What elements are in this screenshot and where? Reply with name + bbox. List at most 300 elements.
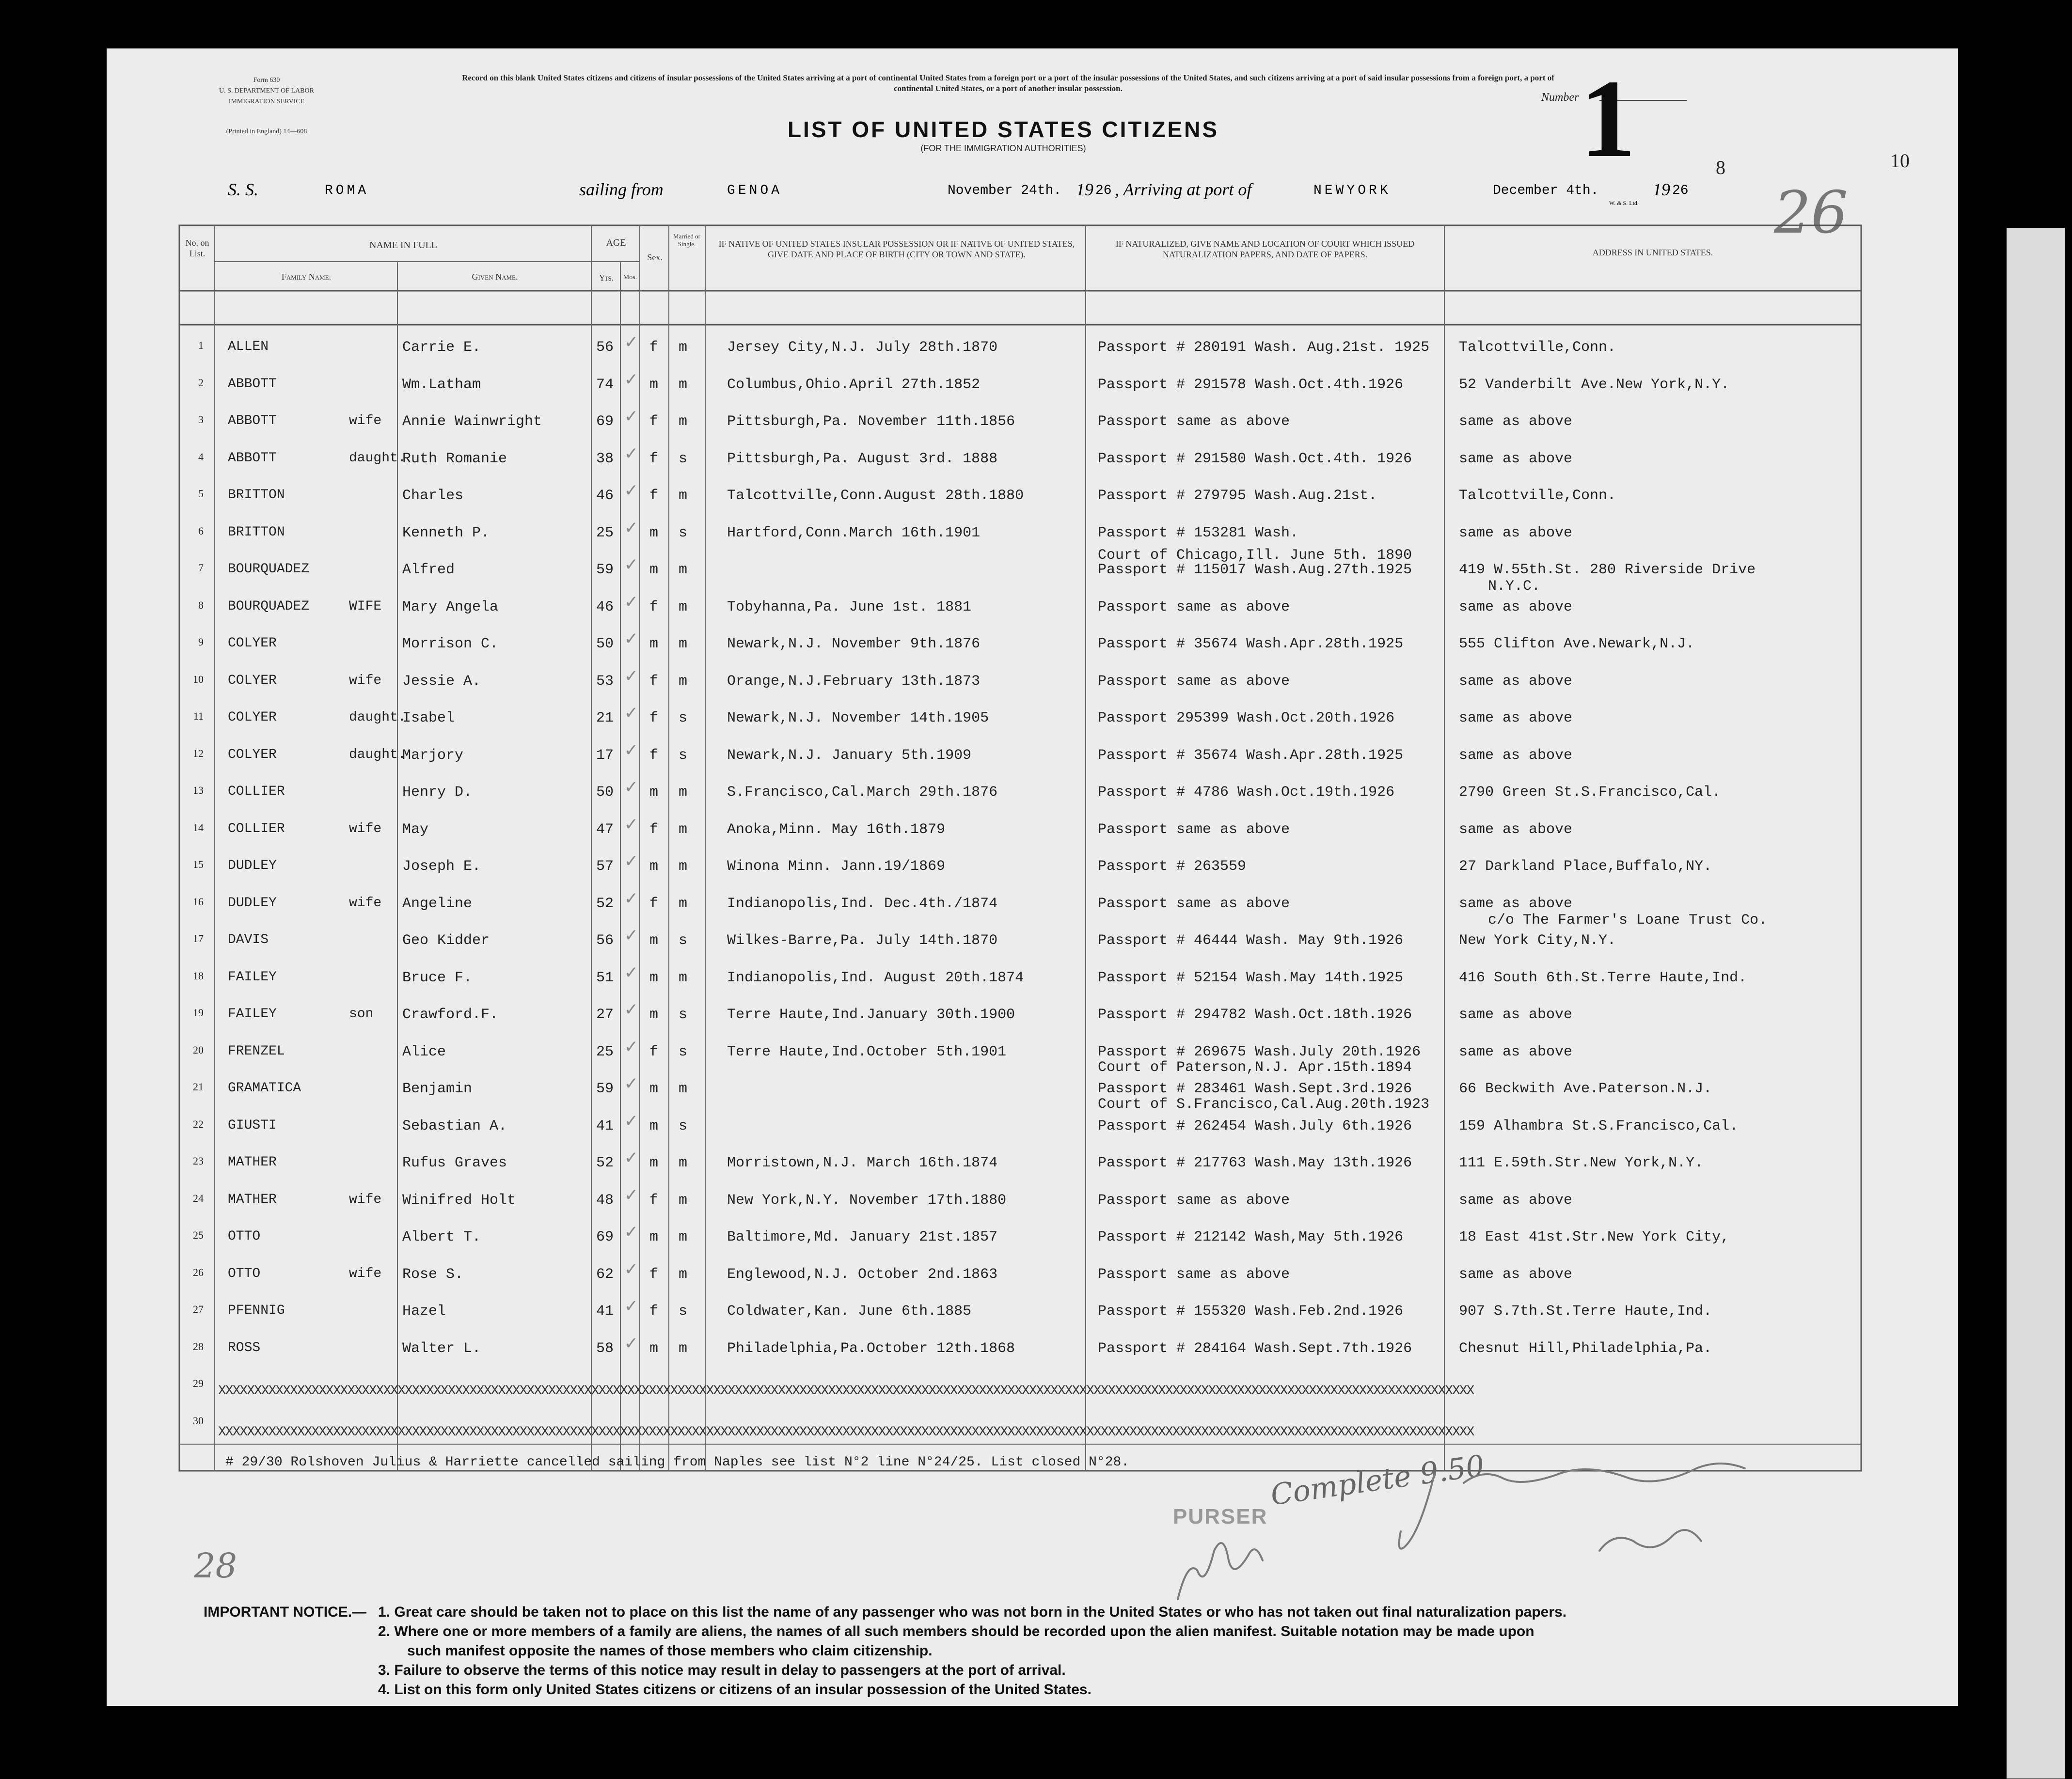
col-birth: IF NATIVE OF UNITED STATES INSULAR POSSESSION OR IF NATIVE OF UNITED STATES, GIVE DATE AND PLACE OF BIRTH (CITY OR TOWN AND STATE). [718,239,1075,259]
row-number: 2 [198,376,204,389]
check-mark-icon: ✓ [625,518,637,540]
birth-info: Pittsburgh,Pa. November 11th.1856 [727,413,1015,430]
naturalization-papers: Passport # 263559 [1098,858,1247,875]
birth-info: Jersey City,N.J. July 28th.1870 [727,339,998,356]
age-years: 58 [596,1340,614,1357]
sex: f [649,339,659,356]
check-mark-icon: ✓ [625,777,637,799]
relationship: daught. [349,747,406,762]
age-years: 47 [596,821,614,838]
us-address: 159 Alhambra St.S.Francisco,Cal. [1459,1118,1739,1134]
naturalization-papers: Passport same as above [1098,673,1290,690]
col-sex: Sex. [647,252,663,262]
marital-status: m [679,1266,688,1283]
us-address: same as above [1459,524,1573,541]
sex: m [649,1340,659,1357]
us-address: 111 E.59th.Str.New York,N.Y. [1459,1155,1704,1171]
check-mark-icon: ✓ [625,1037,637,1059]
family-name: BRITTON [228,524,285,540]
row-number: 10 [193,673,204,685]
us-address: same as above [1459,710,1573,726]
marital-status: s [679,1043,688,1060]
sex: f [649,1192,659,1209]
sex: f [649,821,659,838]
family-name: MATHER [228,1155,277,1170]
us-address: 416 South 6th.St.Terre Haute,Ind. [1459,969,1747,986]
birth-info: Baltimore,Md. January 21st.1857 [727,1229,998,1245]
naturalization-papers: Passport # 35674 Wash.Apr.28th.1925 [1098,747,1404,764]
date-from: November 24th. [948,183,1062,198]
naturalization-papers: Passport # 291578 Wash.Oct.4th.1926 [1098,376,1404,393]
given-name: Morrison C. [402,636,499,652]
sex: m [649,969,659,986]
birth-info: Terre Haute,Ind.October 5th.1901 [727,1043,1007,1060]
date-to: December 4th. [1493,183,1599,198]
sex: m [649,636,659,652]
age-years: 27 [596,1007,614,1023]
given-name: Rose S. [402,1266,464,1283]
sex: m [649,524,659,541]
naturalization-papers: Passport # 280191 Wash. Aug.21st. 1925 [1098,339,1430,356]
row-number: 21 [193,1081,204,1093]
marital-status: m [679,1340,688,1357]
relationship: daught. [349,450,406,466]
family-name: COLLIER [228,784,285,799]
margin-right-number: 10 [1890,150,1910,172]
printed-note: (Printed in England) 14—608 [226,128,307,135]
birth-info: Newark,N.J. January 5th.1909 [727,747,972,764]
relationship: son [349,1007,374,1022]
row-number: 28 [193,1340,204,1353]
marital-status: m [679,1229,688,1245]
given-name: May [402,821,429,838]
family-name: COLLIER [228,821,285,836]
sex: m [649,1081,659,1097]
printer-mark: W. & S. Ltd. [1609,200,1639,206]
given-name: Annie Wainwright [402,413,542,430]
check-mark-icon: ✓ [625,369,637,392]
check-mark-icon: ✓ [625,851,637,873]
sex: f [649,1303,659,1320]
signature-complete: Complete 9.50 [1268,1448,1487,1512]
port-to: NEWYORK [1313,183,1391,198]
row-number: 24 [193,1192,204,1204]
given-name: Charles [402,488,464,504]
row-number: 9 [198,636,204,648]
sex: f [649,895,659,912]
naturalization-papers: Passport 295399 Wash.Oct.20th.1926 [1098,710,1395,726]
family-name: COLYER [228,747,277,762]
check-mark-icon: ✓ [625,814,637,836]
us-address: same as above [1459,673,1573,690]
row-number: 16 [193,895,204,908]
row-number: 11 [193,710,204,722]
age-years: 46 [596,598,614,615]
table-grid [107,48,1958,1512]
year-prefix-from: 19 [1076,180,1093,199]
age-years: 38 [596,450,614,467]
us-address: 18 East 41st.Str.New York City, [1459,1229,1730,1245]
row-number: 19 [193,1007,204,1019]
family-name: ABBOTT [228,450,277,466]
us-address: same as above [1459,895,1573,912]
row-number: 22 [193,1118,204,1130]
service: IMMIGRATION SERVICE [228,98,305,105]
age-years: 69 [596,1229,614,1245]
age-years: 50 [596,784,614,801]
relationship: wife [349,1192,382,1207]
age-years: 51 [596,969,614,986]
age-years: 25 [596,524,614,541]
birth-info: Orange,N.J.February 13th.1873 [727,673,981,690]
row-number: 29 [193,1377,204,1389]
family-name: BOURQUADEZ [228,562,310,577]
family-name: COLYER [228,710,277,725]
family-name: FAILEY [228,1007,277,1022]
age-years: 50 [596,636,614,652]
birth-info: Englewood,N.J. October 2nd.1863 [727,1266,998,1283]
purser-stamp: PURSER [1173,1505,1268,1528]
naturalization-papers: Passport same as above [1098,1266,1290,1283]
check-mark-icon: ✓ [625,1148,637,1170]
sex: m [649,1229,659,1245]
check-mark-icon: ✓ [625,1222,637,1244]
age-years: 48 [596,1192,614,1209]
naturalization-papers: Passport same as above [1098,413,1290,430]
given-name: Carrie E. [402,339,481,356]
us-address: Talcottville,Conn. [1459,488,1616,504]
row-number: 17 [193,932,204,945]
cancelled-row-30: XXXXXXXXXXXXXXXXXXXXXXXXXXXXXXXXXXXXXXXXXXXXXXXXXXXXXXXXXXXXXXXXXXXXXXXXXXXXXXXXXXXXXXXXXXXXXXXXXXXXXXXXXXXXXXXXXXXXXXXXXXXXXXXXXXXXXXXXXXXXXXXXXXXXXXXXXXXXXXXXXXXXXXXXXXXXXXX [218,1425,1474,1440]
birth-info: New York,N.Y. November 17th.1880 [727,1192,1007,1209]
marital-status: m [679,413,688,430]
sex: f [649,598,659,615]
relationship: WIFE [349,598,382,614]
naturalization-papers: Passport # 291580 Wash.Oct.4th. 1926 [1098,450,1412,467]
year-to: 26 [1672,183,1689,198]
marital-status: s [679,932,688,949]
marital-status: s [679,710,688,726]
col-address: ADDRESS IN UNITED STATES. [1592,248,1713,257]
family-name: BOURQUADEZ [228,598,310,614]
birth-info: Terre Haute,Ind.January 30th.1900 [727,1007,1015,1023]
us-address: 555 Clifton Ave.Newark,N.J. [1459,636,1695,652]
marital-status: m [679,488,688,504]
birth-info: Indianopolis,Ind. Dec.4th./1874 [727,895,998,912]
us-address: 27 Darkland Place,Buffalo,NY. [1459,858,1712,875]
us-address: 66 Beckwith Ave.Paterson.N.J. [1459,1081,1712,1097]
naturalization-papers: Passport # 46444 Wash. May 9th.1926 [1098,932,1404,949]
birth-info: Talcottville,Conn.August 28th.1880 [727,488,1024,504]
family-name: DUDLEY [228,858,277,873]
given-name: Bruce F. [402,969,473,986]
marital-status: m [679,376,688,393]
marital-status: s [679,1007,688,1023]
us-address: same as above [1459,413,1573,430]
naturalization-papers: Passport # 4786 Wash.Oct.19th.1926 [1098,784,1395,801]
number-label: Number [1541,91,1579,104]
marital-status: s [679,450,688,467]
given-name: Albert T. [402,1229,481,1245]
marital-status: m [679,1155,688,1171]
birth-info: Pittsburgh,Pa. August 3rd. 1888 [727,450,998,467]
cancel-note: # 29/30 Rolshoven Julius & Harriette cancelled sailing from Naples see list N°2 line N°24/25. List closed N°28. [225,1455,1130,1470]
margin-handwriting: 28 [194,1546,237,1586]
sex: m [649,784,659,801]
family-name: GIUSTI [228,1118,277,1133]
row-number: 18 [193,969,204,982]
us-address: 907 S.7th.St.Terre Haute,Ind. [1459,1303,1712,1320]
check-mark-icon: ✓ [625,962,637,985]
check-mark-icon: ✓ [625,555,637,577]
given-name: Angeline [402,895,473,912]
age-years: 57 [596,858,614,875]
sex: f [649,710,659,726]
family-name: FAILEY [228,969,277,985]
check-mark-icon: ✓ [625,703,637,725]
us-address: 52 Vanderbilt Ave.New York,N.Y. [1459,376,1730,393]
given-name: Rufus Graves [402,1155,507,1171]
naturalization-papers: Passport # 153281 Wash. [1098,524,1299,541]
row-number: 4 [198,450,204,463]
age-years: 21 [596,710,614,726]
us-address: same as above [1459,450,1573,467]
naturalization-papers: Passport # 217763 Wash.May 13th.1926 [1098,1155,1412,1171]
notice-item-3: 3. Failure to observe the terms of this notice may result in delay to passengers at the port of arrival. [378,1662,1066,1678]
row-number: 13 [193,784,204,796]
family-name: ALLEN [228,339,269,354]
naturalization-court: Court of Paterson,N.J. Apr.15th.1894 [1098,1059,1412,1076]
row-number: 5 [198,488,204,500]
sex: f [649,1266,659,1283]
col-yrs: Yrs. [599,273,614,283]
check-mark-icon: ✓ [625,592,637,614]
age-years: 25 [596,1043,614,1060]
marital-status: m [679,598,688,615]
sex: f [649,488,659,504]
us-address: same as above [1459,821,1573,838]
birth-info: Winona Minn. Jann.19/1869 [727,858,946,875]
notice-item-2: 2. Where one or more members of a family are aliens, the names of all such members should be recorded upon the alien manifest. Suitable notation may be made upon [378,1623,1534,1639]
given-name: Ruth Romanie [402,450,507,467]
given-name: Sebastian A. [402,1118,507,1134]
margin-stamp: 26 [1774,179,1848,247]
family-name: PFENNIG [228,1303,285,1318]
manifest-sheet [107,48,1958,1706]
us-address: Chesnut Hill,Philadelphia,Pa. [1459,1340,1712,1357]
naturalization-papers: Passport # 283461 Wash.Sept.3rd.1926 [1098,1081,1412,1097]
naturalization-papers: Passport # 269675 Wash.July 20th.1926 [1098,1043,1421,1060]
check-mark-icon: ✓ [625,1333,637,1355]
sex: m [649,376,659,393]
age-years: 52 [596,1155,614,1171]
us-address: same as above [1459,1192,1573,1209]
naturalization-papers: Passport # 52154 Wash.May 14th.1925 [1098,969,1404,986]
relationship: wife [349,1266,382,1281]
birth-info: Hartford,Conn.March 16th.1901 [727,524,981,541]
year-prefix-to: 19 [1653,180,1670,199]
given-name: Benjamin [402,1081,473,1097]
sex: m [649,1007,659,1023]
age-years: 56 [596,339,614,356]
col-naturalized: IF NATURALIZED, GIVE NAME AND LOCATION OF COURT WHICH ISSUED NATURALIZATION PAPERS, AND DATE OF PAPERS. [1115,239,1415,259]
birth-info: Coldwater,Kan. June 6th.1885 [727,1303,972,1320]
given-name: Alice [402,1043,446,1060]
marital-status: s [679,1303,688,1320]
given-name: Isabel [402,710,455,726]
check-mark-icon: ✓ [625,332,637,354]
sex: f [649,450,659,467]
row-number: 1 [198,339,204,351]
us-address: same as above [1459,1266,1573,1283]
marital-status: m [679,636,688,652]
age-years: 53 [596,673,614,690]
birth-info: Tobyhanna,Pa. June 1st. 1881 [727,598,972,615]
birth-info: Columbus,Ohio.April 27th.1852 [727,376,981,393]
row-number: 23 [193,1155,204,1167]
cancelled-row-29: XXXXXXXXXXXXXXXXXXXXXXXXXXXXXXXXXXXXXXXXXXXXXXXXXXXXXXXXXXXXXXXXXXXXXXXXXXXXXXXXXXXXXXXXXXXXXXXXXXXXXXXXXXXXXXXXXXXXXXXXXXXXXXXXXXXXXXXXXXXXXXXXXXXXXXXXXXXXXXXXXXXXXXXXXXXXXXX [218,1384,1474,1399]
marital-status: m [679,339,688,356]
age-years: 74 [596,376,614,393]
family-name: COLYER [228,636,277,651]
notice-item-2-cont: such manifest opposite the names of those members who claim citizenship. [407,1643,933,1659]
given-name: Crawford.F. [402,1007,499,1023]
given-name: Henry D. [402,784,473,801]
relationship: wife [349,895,382,911]
age-years: 41 [596,1303,614,1320]
family-name: ROSS [228,1340,261,1355]
naturalization-papers: Passport # 279795 Wash.Aug.21st. [1098,488,1377,504]
naturalization-papers: Passport same as above [1098,895,1290,912]
sex: f [649,413,659,430]
row-number: 3 [198,413,204,425]
col-name-in-full: NAME IN FULL [369,240,437,251]
family-name: OTTO [228,1266,261,1281]
given-name: Winifred Holt [402,1192,516,1209]
marital-status: s [679,1118,688,1134]
check-mark-icon: ✓ [625,1000,637,1022]
birth-info: Indianopolis,Ind. August 20th.1874 [727,969,1024,986]
port-from: GENOA [727,183,783,198]
age-years: 41 [596,1118,614,1134]
us-address: New York City,N.Y. [1459,932,1616,949]
family-name: ABBOTT [228,376,277,392]
naturalization-papers: Passport # 155320 Wash.Feb.2nd.1926 [1098,1303,1404,1320]
naturalization-papers: Passport same as above [1098,1192,1290,1209]
given-name: Mary Angela [402,598,499,615]
check-mark-icon: ✓ [625,1111,637,1133]
notice-item-1: 1. Great care should be taken not to place on this list the name of any passenger who was not born in the United States or who has not taken out final naturalization papers. [378,1604,1567,1620]
arriving-label: , Arriving at port of [1115,180,1252,199]
list-number: 1 [1580,57,1636,180]
check-mark-icon: ✓ [625,629,637,651]
col-no: No. on List. [185,238,209,258]
row-number: 6 [198,524,204,537]
check-mark-icon: ✓ [625,926,637,947]
marital-status: m [679,784,688,801]
marital-status: m [679,1192,688,1209]
given-name: Wm.Latham [402,376,481,393]
birth-info: Philadelphia,Pa.October 12th.1868 [727,1340,1015,1357]
us-address: 419 W.55th.St. 280 Riverside Drive [1459,562,1756,578]
check-mark-icon: ✓ [625,740,637,762]
age-years: 59 [596,562,614,578]
sex: f [649,747,659,764]
family-name: DUDLEY [228,895,277,911]
form-instructions: Record on this blank United States citizens and citizens of insular possessions of the United States arriving at a port of continental United States from a foreign port or a port of the insular possessions of the United States, and such citizens arriving at a port of said insular possessions from a foreign port, a port of continental United States, or a port of another insular possession. [462,73,1554,93]
family-name: ABBOTT [228,413,277,428]
check-mark-icon: ✓ [625,1296,637,1318]
age-years: 56 [596,932,614,949]
margin-number: 8 [1716,157,1725,178]
age-years: 46 [596,488,614,504]
us-address: 2790 Green St.S.Francisco,Cal. [1459,784,1721,801]
check-mark-icon: ✓ [625,407,637,428]
us-address-continued: c/o The Farmer's Loane Trust Co. [1488,912,1768,929]
family-name: MATHER [228,1192,277,1207]
department: U. S. DEPARTMENT OF LABOR [219,87,314,94]
us-address: same as above [1459,598,1573,615]
birth-info: Newark,N.J. November 14th.1905 [727,710,989,726]
row-number: 7 [198,562,204,574]
naturalization-papers: Passport # 35674 Wash.Apr.28th.1925 [1098,636,1404,652]
sailing-label: sailing from [579,180,664,199]
notice-heading: IMPORTANT NOTICE.— [204,1604,367,1620]
form-number: Form 630 [253,77,280,84]
check-mark-icon: ✓ [625,666,637,688]
col-mos: Mos. [623,274,637,281]
birth-info: Wilkes-Barre,Pa. July 14th.1870 [727,932,998,949]
relationship: wife [349,821,382,836]
relationship: daught. [349,710,406,725]
marital-status: m [679,821,688,838]
sex: f [649,673,659,690]
given-name: Hazel [402,1303,446,1320]
row-number: 26 [193,1266,204,1278]
family-name: BRITTON [228,488,285,503]
us-address: same as above [1459,1007,1573,1023]
col-family: Family Name. [281,272,332,282]
marital-status: m [679,858,688,875]
us-address: same as above [1459,747,1573,764]
check-mark-icon: ✓ [625,1074,637,1096]
family-name: DAVIS [228,932,269,947]
relationship: wife [349,413,382,428]
marital-status: m [679,969,688,986]
naturalization-papers: Passport # 284164 Wash.Sept.7th.1926 [1098,1340,1412,1357]
adjacent-page-edge [2007,228,2065,1779]
age-years: 17 [596,747,614,764]
sex: m [649,932,659,949]
us-address: Talcottville,Conn. [1459,339,1616,356]
birth-info: Morristown,N.J. March 16th.1874 [727,1155,998,1171]
sex: m [649,1118,659,1134]
marital-status: m [679,895,688,912]
marital-status: m [679,562,688,578]
check-mark-icon: ✓ [625,888,637,911]
col-age: AGE [606,237,626,248]
ship-name: ROMA [325,183,369,198]
given-name: Geo Kidder [402,932,490,949]
sex: m [649,562,659,578]
naturalization-papers: Passport # 262454 Wash.July 6th.1926 [1098,1118,1412,1134]
row-number: 8 [198,598,204,611]
check-mark-icon: ✓ [625,443,637,466]
row-number: 20 [193,1043,204,1056]
naturalization-papers: Passport # 212142 Wash,May 5th.1926 [1098,1229,1404,1245]
sex: f [649,1043,659,1060]
family-name: OTTO [228,1229,261,1244]
